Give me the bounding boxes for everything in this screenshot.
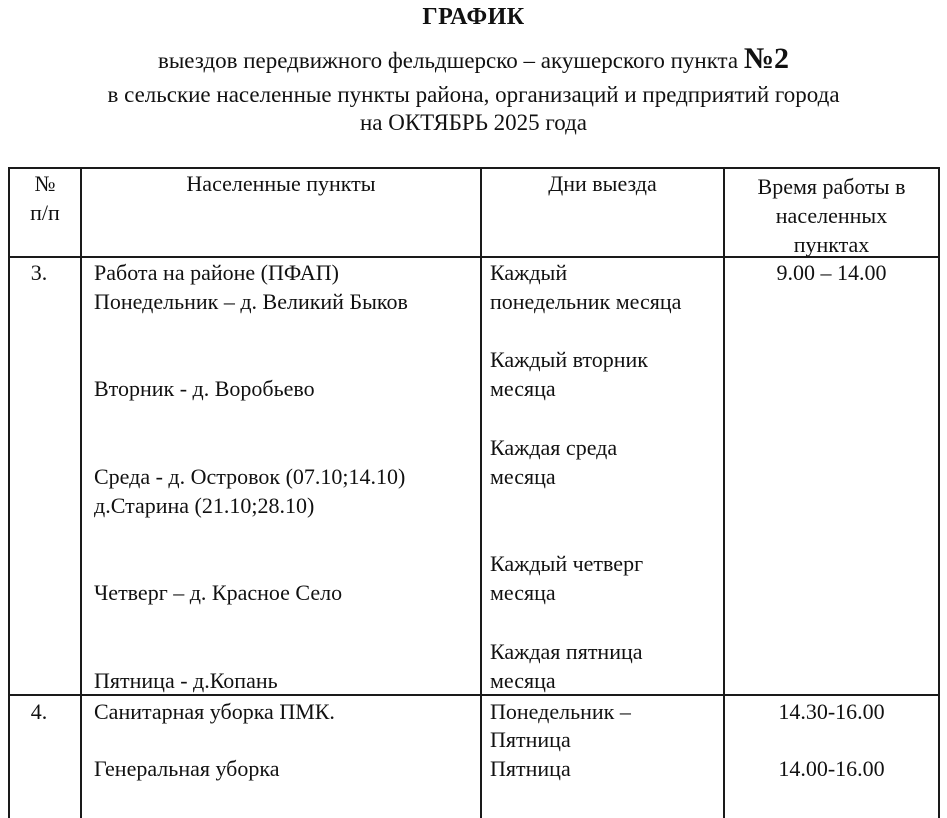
row-4-num: 4.: [30, 699, 48, 724]
row-3-day: месяца: [490, 376, 556, 401]
header-time-line: Время работы в: [757, 174, 906, 199]
row-4-place: Генеральная уборка: [94, 756, 280, 781]
header-places: Населенные пункты: [186, 171, 376, 196]
column-divider-1: [80, 167, 82, 818]
header-time-line: пунктах: [793, 232, 870, 257]
row-4-day: Пятница: [490, 727, 571, 752]
column-divider-2: [480, 167, 482, 818]
row-3-place: Пятница - д.Копань: [94, 668, 278, 693]
header-time: [725, 172, 938, 259]
row-3-place: Понедельник – д. Великий Быков: [94, 289, 408, 314]
table-border-right: [938, 167, 940, 818]
row-3-day: месяца: [490, 464, 556, 489]
header-num-symbol: №: [34, 171, 56, 196]
point-number: №2: [743, 42, 790, 75]
row-3-day: месяца: [490, 668, 556, 693]
header-num-label: п/п: [30, 200, 60, 225]
header-num: [10, 169, 80, 227]
row-4-time: 14.00-16.00: [778, 756, 885, 781]
row-3-day: месяца: [490, 580, 556, 605]
row-4-day: Пятница: [490, 756, 571, 781]
row-3-place: д.Старина (21.10;28.10): [94, 493, 315, 518]
row-3-place: Работа на районе (ПФАП): [94, 260, 339, 285]
subtitle-line-1: [0, 42, 947, 76]
row-4-time: 14.30-16.00: [778, 699, 885, 724]
row-4-day: Понедельник –: [490, 699, 631, 724]
row-3-day: Каждая пятница: [490, 639, 643, 664]
row-3-day: Каждый: [490, 260, 568, 285]
row-3-num: 3.: [30, 260, 48, 285]
row-3-time: 9.00 – 14.00: [776, 260, 887, 285]
row-3-day: Каждый четверг: [490, 551, 644, 576]
row-3-day: Каждая среда: [490, 435, 618, 460]
header-time-line: населенных: [775, 203, 888, 228]
row-3-place: Четверг – д. Красное Село: [94, 580, 343, 605]
subtitle-line-3: на ОКТЯБРЬ 2025 года: [359, 110, 588, 135]
row-3-day: Каждый вторник: [490, 347, 648, 372]
row-4-place: Санитарная уборка ПМК.: [94, 699, 335, 724]
row-3-place: Вторник - д. Воробьево: [94, 376, 315, 401]
subtitle-text: выездов передвижного фельдшерско – акушерского пункта: [157, 48, 744, 73]
document-title: ГРАФИК: [422, 4, 525, 30]
header-days: Дни выезда: [548, 171, 657, 196]
row-3-day: понедельник месяца: [490, 289, 682, 314]
subtitle-line-2: в сельские населенные пункты района, организаций и предприятий города: [107, 82, 840, 107]
row-3-place: Среда - д. Островок (07.10;14.10): [94, 464, 406, 489]
